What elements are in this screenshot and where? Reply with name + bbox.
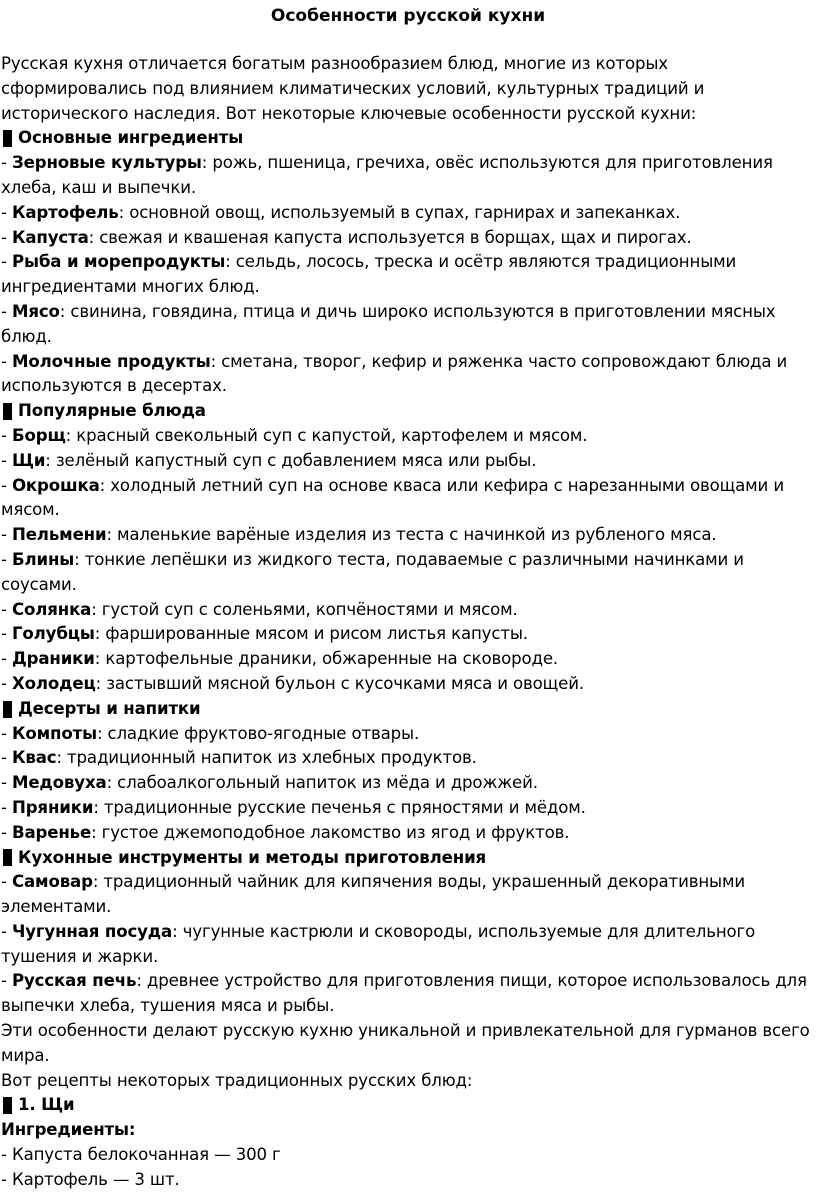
list-item: - Молочные продукты: сметана, творог, кефир и ряженка часто сопровождают блюда и используются в десертах. [1,351,788,396]
list-item: - Чугунная посуда: чугунные кастрюли и сковороды, используемые для длительного тушения и жарки. [1,921,756,966]
conclusion-paragraph: Эти особенности делают русскую кухню уникальной и привлекательной для гурманов всего мира. [1,1021,810,1065]
section-heading: Десерты и напитки [0,697,814,722]
list-item: - Мясо: свинина, говядина, птица и дичь широко используются в приготовлении мясных блюд. [1,301,776,346]
list-item: - Борщ: красный свекольный суп с капустой, картофелем и мясом. [1,425,588,445]
list-item: - Картофель: основной овощ, используемый в супах, гарнирах и запеканках. [1,202,681,222]
square-bullet-icon [3,1097,12,1114]
list-item: - Окрошка: холодный летний суп на основе кваса или кефира с нарезанными овощами и мясом. [1,475,784,520]
list-item: - Блины: тонкие лепёшки из жидкого теста, подаваемые с различными начинками и соусами. [1,549,744,594]
square-bullet-icon [3,403,12,420]
list-item: - Медовуха: слабоалкогольный напиток из мёда и дрожжей. [1,773,538,793]
list-item: - Холодец: застывший мясной бульон с кусочками мяса и овощей. [1,673,584,693]
list-item: - Драники: картофельные драники, обжаренные на сковороде. [1,649,559,669]
document-body [0,52,814,1193]
list-item: - Рыба и морепродукты: сельдь, лосось, треска и осётр являются традиционными ингредиентами многих блюд. [1,252,737,297]
list-item: - Солянка: густой суп с соленьями, копчёностями и мясом. [1,599,518,619]
list-item: - Пельмени: маленькие варёные изделия из теста с начинкой из рубленого мяса. [1,525,717,545]
list-item: - Квас: традиционный напиток из хлебных продуктов. [1,748,477,768]
ingredient-item: - Картофель — 3 шт. [1,1169,180,1189]
intro-paragraph: Русская кухня отличается богатым разнообразием блюд, многие из которых сформировались под влиянием климатических условий, культурных традиций и исторического наследия. Вот некоторые ключевые особенности русской кухни: [1,54,705,123]
list-item: - Варенье: густое джемоподобное лакомство из ягод и фруктов. [1,822,570,842]
list-item: - Самовар: традиционный чайник для кипячения воды, украшенный декоративными элементами. [1,872,745,917]
list-item: - Зерновые культуры: рожь, пшеница, гречиха, овёс используются для приготовления хлеба, каш и выпечки. [1,153,773,197]
ingredients-label: Ингредиенты: [1,1120,136,1140]
list-item: - Русская печь: древнее устройство для приготовления пищи, которое использовалось для выпечки хлеба, тушения мяса и рыбы. [1,971,807,1016]
document-title: Особенности русской кухни [270,6,546,26]
square-bullet-icon [3,701,12,718]
list-item: - Щи: зелёный капустный суп с добавлением мяса или рыбы. [1,450,537,470]
square-bullet-icon [3,849,12,866]
section-heading: Популярные блюда [0,399,814,424]
section-heading: Основные ингредиенты [0,126,814,151]
list-item: - Капуста: свежая и квашеная капуста используется в борщах, щах и пирогах. [1,227,692,247]
list-item: - Голубцы: фаршированные мясом и рисом листья капусты. [1,624,528,644]
recipes-intro: Вот рецепты некоторых традиционных русских блюд: [1,1070,473,1090]
section-heading: Кухонные инструменты и методы приготовления [0,846,814,871]
list-item: - Пряники: традиционные русские печенья с пряностями и мёдом. [1,797,586,817]
list-item: - Компоты: сладкие фруктово-ягодные отвары. [1,723,420,743]
ingredient-item: - Капуста белокочанная — 300 г [1,1145,281,1165]
recipe-heading: 1. Щи [0,1093,814,1118]
square-bullet-icon [3,130,12,147]
